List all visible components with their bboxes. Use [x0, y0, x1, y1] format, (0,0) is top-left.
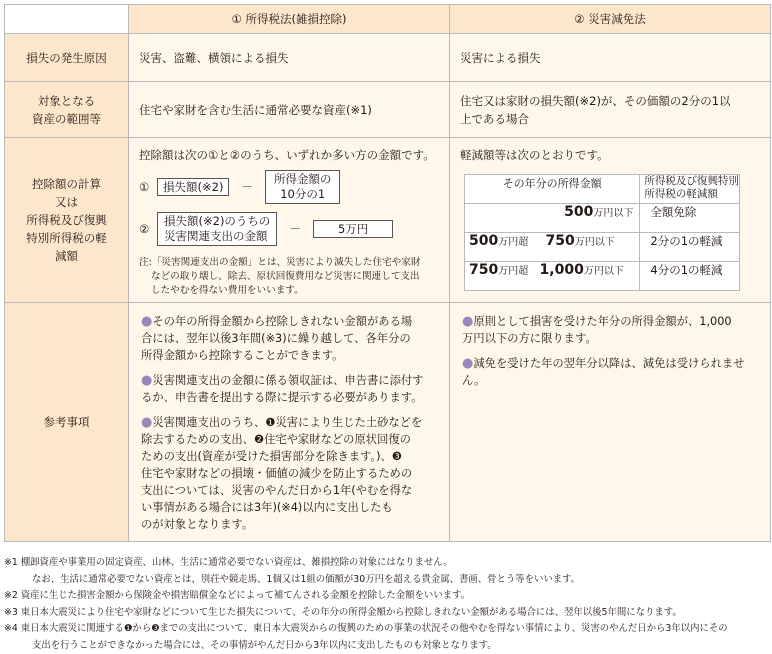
calc-note-line1: 注:「災害関連支出の金額」とは、災害により滅失した住宅や家財	[139, 257, 421, 268]
calc-intro: 控除額は次の①と②のうち、いずれか多い方の金額です。	[139, 148, 435, 162]
ref-c1-b1-l3: 所得金額から控除することができます。	[141, 349, 344, 362]
calc-col1	[129, 138, 450, 303]
relief-row3-b-unit: 万円以下	[583, 266, 624, 277]
ref-c1-b1-l2: 合には、翌年以後3年間(※3)に繰り越して、各年分の	[141, 332, 411, 345]
ref-c1-b2-l1: ●災害関連支出の金額に係る領収証は、申告書に添付す	[141, 373, 424, 388]
reference-col1-bullet-3	[141, 414, 439, 533]
row-calc	[5, 138, 771, 303]
ref-c2-b2-l1: ●減免を受けた年の翌年分以降は、減免は受けられませ	[462, 356, 745, 371]
relief-row1-income	[465, 204, 640, 233]
formula1-income-line2: 10分の1	[280, 187, 326, 201]
label-calc-line5: 減額	[55, 249, 78, 263]
table-header-row	[5, 5, 771, 34]
formula1-income-line1: 所得金額の	[273, 172, 332, 186]
reference-col1	[129, 303, 450, 542]
relief-row2-result: 2分の1の軽減	[640, 233, 740, 262]
footnotes	[4, 555, 770, 654]
label-reference: 参考事項	[5, 303, 129, 542]
footnote-2: ※2 資産に生じた損害金額から保険金や損害賠償金などによって補てんされる金額を控除した金額をいいます。	[4, 590, 471, 601]
formula2-5man-box: 5万円	[313, 220, 393, 238]
formula1-loss-box: 損失額(※2)	[157, 178, 229, 196]
ref-c1-b2-l2: るか、申告書を提出する際に提示する必要があります。	[141, 391, 423, 404]
bullet-icon: ●	[141, 314, 153, 329]
cause-col1: 災害、盗難、横領による損失	[129, 34, 450, 82]
footnote-4-line1: ※4 東日本大震災に関連する❶から❸までの支出について、東日本大震災からの復興のための事業の状況その他やむを得ない事情により、災害のやんだ日から3年以内にその	[4, 623, 728, 634]
relief-row2-a: 500	[469, 233, 499, 249]
formula2-disaster-line1: 損失額(※2)のうちの	[164, 214, 271, 228]
label-scope-line1: 対象となる	[37, 93, 96, 108]
calc-note-line2: などの取り壊し、除去、原状回復費用など災害に関連して支出	[151, 271, 420, 282]
label-calc	[5, 138, 129, 303]
footnote-1-line2: なお、生活に通常必要でない資産とは、別荘や競走馬、1個又は1組の価額が30万円を超える貴金属、書画、骨とう等をいいます。	[32, 573, 581, 585]
calc-note-line3: したやむを得ない費用をいいます。	[151, 285, 304, 296]
ref-c1-b3-l5: 支出については、災害のやんだ日から1年(やむを得な	[141, 484, 413, 497]
ref-c2-b1-l2: 万円以下の方に限ります。	[462, 332, 597, 345]
row-cause	[5, 34, 771, 82]
relief-row2-b-unit: 万円以下	[574, 237, 615, 248]
ref-c1-b3-l1: ●災害関連支出のうち、❶災害により生じた土砂などを	[141, 415, 423, 430]
relief-row1-result: 全額免除	[640, 204, 740, 233]
calc-col2	[450, 138, 771, 303]
bullet-icon: ●	[141, 415, 153, 430]
header-disaster-relief: ② 災害減免法	[450, 5, 771, 34]
ref-c1-b3-l7: のが対象となります。	[141, 518, 254, 531]
relief-head-reduction-line2: 所得税の軽減額	[644, 188, 718, 200]
ref-c1-b3-l3: ための支出(資産が受けた損害部分を除きます。)、❸	[141, 450, 402, 463]
scope-col2-line1: 住宅又は家財の損失額(※2)が、その価額の2分の1以	[460, 93, 731, 108]
ref-c1-b3-l6: い事情がある場合には3年)(※4)以内に支出したも	[141, 501, 393, 514]
scope-col2-line2: 上である場合	[460, 111, 529, 126]
relief-row2-income	[465, 233, 640, 262]
header-empty-cell	[5, 5, 129, 34]
relief-head-income: その年分の所得金額	[465, 175, 640, 204]
relief-table-header	[465, 175, 740, 204]
formula2-minus: －	[289, 222, 301, 236]
scope-col2	[450, 82, 771, 138]
relief-row3-b: 1,000	[539, 262, 584, 278]
bullet-icon: ●	[141, 373, 153, 388]
formula2-disaster-box	[157, 212, 277, 246]
comparison-table	[4, 4, 771, 542]
label-scope-line2: 資産の範囲等	[32, 111, 101, 126]
relief-row1-amount: 500	[564, 204, 594, 220]
relief-row1-unit: 万円以下	[593, 208, 634, 219]
ref-c1-b1-l1: ●その年の所得金額から控除しきれない金額がある場	[141, 314, 413, 329]
header-income-tax: ① 所得税法(雑損控除)	[129, 5, 450, 34]
label-cause: 損失の発生原因	[5, 34, 129, 82]
ref-c1-b3-l2: 除去するための支出、❷住宅や家財などの原状回復の	[141, 433, 411, 446]
formula1-minus: －	[241, 180, 253, 194]
relief-row2-b: 750	[545, 233, 575, 249]
footnote-3: ※3 東日本大震災により住宅や家財などについて生じた損失について、その年分の所得金額から控除しきれない金額がある場合には、翌年以後5年間になります。	[4, 606, 682, 618]
relief-table	[464, 174, 740, 291]
reference-col2-bullet-2	[462, 355, 760, 389]
reference-col2	[450, 303, 771, 542]
bullet-icon: ●	[462, 314, 474, 329]
calc-note	[139, 256, 439, 298]
bullet-icon: ●	[462, 356, 474, 371]
row-scope	[5, 82, 771, 138]
label-calc-line1: 控除額の計算	[32, 177, 101, 191]
relief-row3-a-unit: 万円超	[498, 266, 529, 277]
label-calc-line4: 特別所得税の軽	[26, 231, 107, 245]
reference-col1-bullet-1	[141, 313, 439, 364]
formula2-disaster-line2: 災害関連支出の金額	[164, 229, 268, 243]
formula1-income-box	[265, 170, 341, 204]
relief-row-2	[465, 233, 740, 262]
label-calc-line2: 又は	[55, 195, 78, 209]
relief-row-1	[465, 204, 740, 233]
scope-col1: 住宅や家財を含む生活に通常必要な資産(※1)	[129, 82, 450, 138]
relief-row2-a-unit: 万円超	[498, 237, 529, 248]
formula1-marker: ①	[139, 180, 150, 194]
ref-c1-b3-l4: 住宅や家財などの損壊・価値の減少を防止するための	[141, 467, 413, 480]
reference-col2-bullet-1	[462, 313, 760, 347]
relief-row3-income	[465, 262, 640, 291]
relief-row3-result: 4分の1の軽減	[640, 262, 740, 291]
label-scope	[5, 82, 129, 138]
relief-intro: 軽減額等は次のとおりです。	[460, 148, 609, 162]
label-calc-line3: 所得税及び復興	[26, 213, 107, 227]
relief-head-reduction	[640, 175, 740, 204]
footnote-1-line1: ※1 棚卸資産や事業用の固定資産、山林、生活に通常必要でない資産は、雑損控除の対象にはなりません。	[4, 557, 453, 568]
footnote-4-line2: 支出を行うことができなかった場合には、その事情がやんだ日から3年以内に支出したものも対象となります。	[32, 639, 497, 651]
relief-head-reduction-line1: 所得税及び復興特別	[644, 175, 739, 187]
ref-c2-b1-l1: ●原則として損害を受けた年分の所得金額が、1,000	[462, 314, 732, 329]
relief-row-3	[465, 262, 740, 291]
row-reference	[5, 303, 771, 542]
relief-row3-a: 750	[469, 262, 499, 278]
ref-c2-b2-l2: ん。	[462, 374, 486, 387]
formula2-marker: ②	[139, 222, 150, 236]
cause-col2: 災害による損失	[450, 34, 771, 82]
reference-col1-bullet-2	[141, 372, 439, 406]
